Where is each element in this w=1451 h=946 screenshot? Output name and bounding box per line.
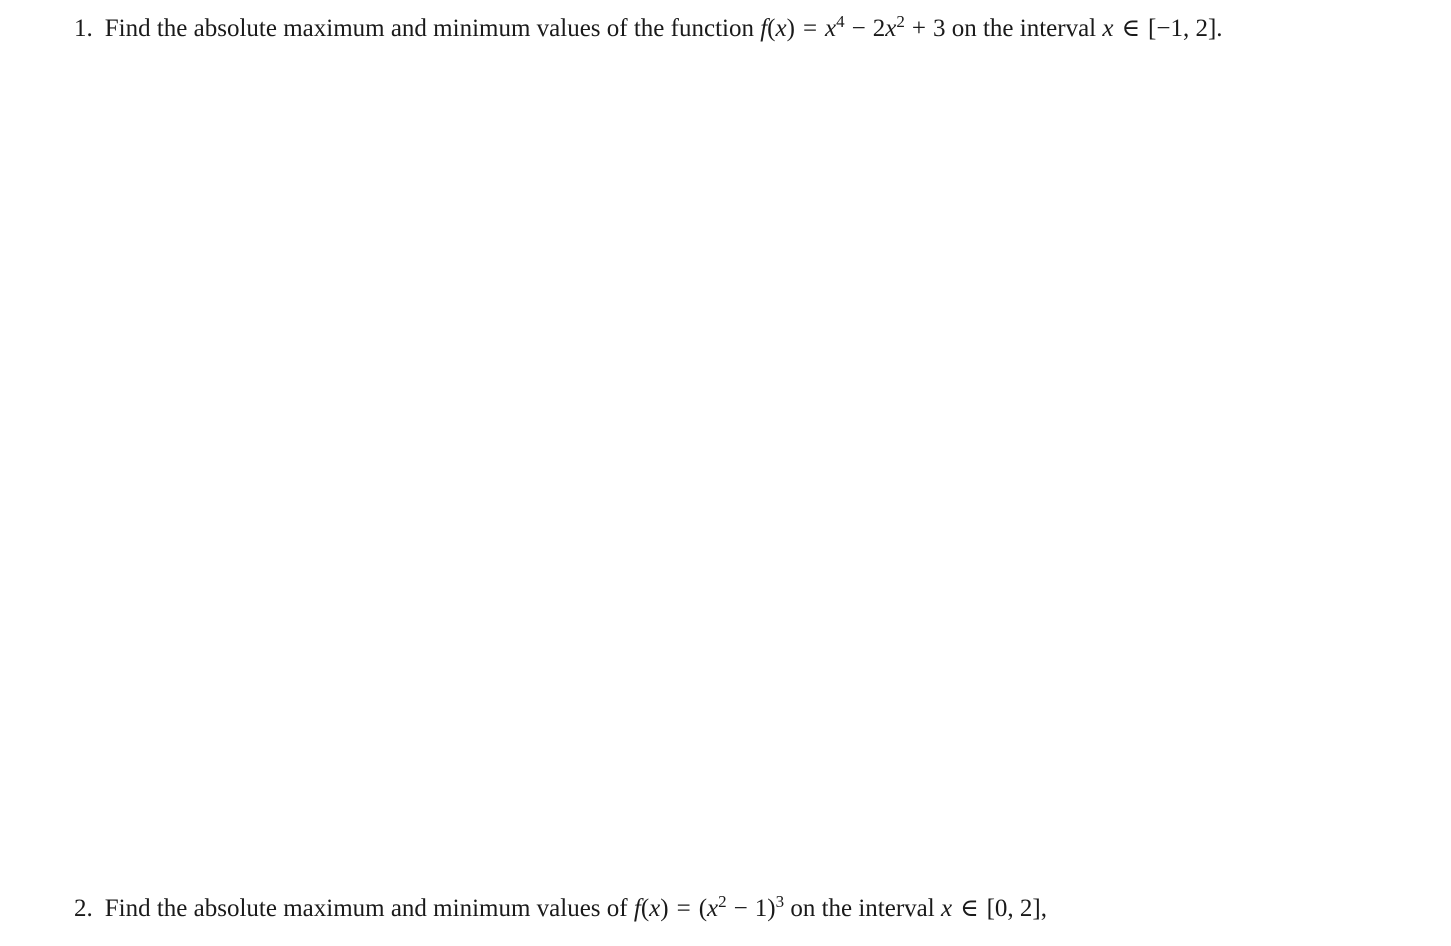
problem-text-middle: on the interval <box>951 15 1097 42</box>
interval-expression: x ∈ [0, 2], <box>940 895 1047 922</box>
function-expression: $f(x) = x^4 - 2x^2 + 3$ <box>760 11 946 42</box>
problem-number: 1. <box>74 15 93 42</box>
problem-text: Find the absolute maximum and minimum values of <box>104 895 628 922</box>
problem-2 <box>74 891 1047 922</box>
interval-expression: x ∈ [−1, 2]. <box>1102 15 1223 42</box>
problem-number: 2. <box>74 895 93 922</box>
problem-text: Find the absolute maximum and minimum values of the function <box>104 15 754 42</box>
problem-1 <box>74 11 1223 42</box>
function-expression: $f(x) = (x^2 - 1)^3$ <box>633 891 785 922</box>
problem-text-middle: on the interval <box>790 895 935 922</box>
